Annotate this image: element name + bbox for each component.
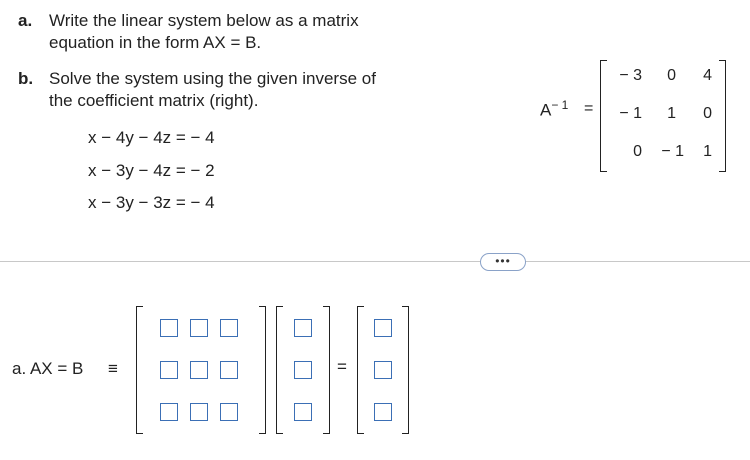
inverse-bracket-left [600,60,607,172]
inverse-cell-2-2: 1 [667,105,676,122]
vector-x-input-1[interactable] [294,319,312,337]
matrix-a-input-3-1[interactable] [160,403,178,421]
inverse-bracket-right [719,60,726,172]
answer-equals: = [337,357,347,376]
inverse-exponent: − 1 [551,98,569,112]
inverse-cell-1-1: − 3 [619,67,642,84]
question-a-text [49,10,359,54]
system-equation-2: x − 3y − 4z = − 2 [88,161,215,180]
question-b-line2: the coefficient matrix (right). [49,91,259,110]
matrix-a-input-3-2[interactable] [190,403,208,421]
question-b-letter: b. [18,69,34,88]
vector-b [357,306,409,434]
inverse-matrix [600,60,726,172]
matrix-a [136,306,266,434]
inverse-cell-3-3: 1 [703,143,712,160]
vector-x-input-2[interactable] [294,361,312,379]
inverse-label [540,98,568,121]
question-b-text [49,68,376,112]
vector-b-bracket-left [357,306,364,434]
matrix-a-bracket-right [259,306,266,434]
vector-b-input-1[interactable] [374,319,392,337]
inverse-label-a: A [540,100,552,120]
matrix-a-input-1-1[interactable] [160,319,178,337]
answer-label: a. AX = B [12,359,84,378]
inverse-cell-1-2: 0 [667,67,676,84]
matrix-a-input-1-2[interactable] [190,319,208,337]
system-equation-3: x − 3y − 3z = − 4 [88,193,215,212]
matrix-a-bracket-left [136,306,143,434]
vector-b-input-3[interactable] [374,403,392,421]
inverse-cell-2-1: − 1 [619,105,642,122]
question-a-letter: a. [18,11,33,30]
vector-x-bracket-left [276,306,283,434]
vector-b-input-2[interactable] [374,361,392,379]
matrix-a-input-2-2[interactable] [190,361,208,379]
vector-b-bracket-right [402,306,409,434]
vector-x-input-3[interactable] [294,403,312,421]
system-equation-1: x − 4y − 4z = − 4 [88,128,215,147]
matrix-a-input-3-3[interactable] [220,403,238,421]
inverse-cell-2-3: 0 [703,105,712,122]
question-a-line1: Write the linear system below as a matrix [49,11,359,30]
vector-x [276,306,330,434]
inverse-cell-3-2: − 1 [661,143,684,160]
matrix-a-input-1-3[interactable] [220,319,238,337]
matrix-a-input-2-3[interactable] [220,361,238,379]
matrix-a-input-2-1[interactable] [160,361,178,379]
more-options-button[interactable]: ••• [480,253,526,271]
menu-icon: ≡ [108,359,118,378]
inverse-cell-3-1: 0 [633,143,642,160]
question-b-line1: Solve the system using the given inverse of [49,69,376,88]
question-a-line2: equation in the form AX = B. [49,33,262,52]
vector-x-bracket-right [323,306,330,434]
inverse-equals: = [584,100,594,117]
section-divider [0,261,750,262]
inverse-cell-1-3: 4 [703,67,712,84]
